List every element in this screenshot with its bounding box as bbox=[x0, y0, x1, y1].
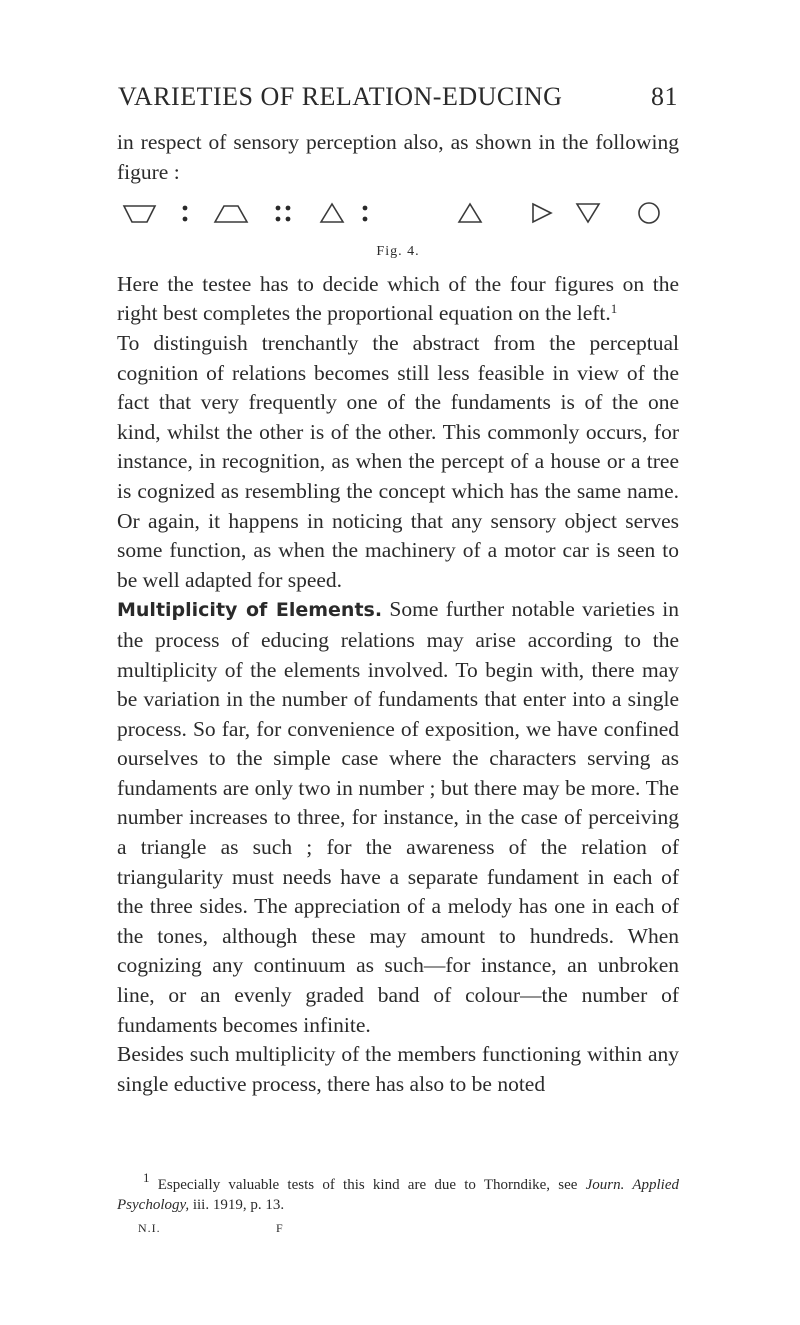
fig-term-2-trapezoid bbox=[215, 206, 247, 222]
paragraph-3-text: Some further notable varieties in the process of educing relations may arise according to the multiplicity of the elements involved. To begin with, there may be variation in the number of fundaments that enter into a single process. So far, for convenience of exposition, we have confined ourselves to the simple case where the characters serving as fundaments are only two in number ; but there may be more. The number increases to three, for instance, in the case of perceiving a triangle as such ; for the awareness of the relation of triangularity must needs have a separate fundament in each of the three sides. The appreciation of a melody has one in each of the tones, although these may amount to hundreds. When cognizing any continuum as such—for instance, an unbroken line, or an evenly graded band of colour—the number of fundaments becomes infinite. bbox=[117, 597, 679, 1037]
proportion-dot bbox=[286, 217, 291, 222]
fig-option-4-circle bbox=[639, 203, 659, 223]
section-heading: Multiplicity of Elements. bbox=[117, 599, 383, 622]
fig-term-1-trapezoid-inverted bbox=[124, 206, 155, 222]
fig-term-3-triangle bbox=[321, 204, 343, 222]
paragraph-1 bbox=[117, 270, 679, 329]
footnote-citation: iii. 1919, p. 13. bbox=[192, 1197, 285, 1213]
proportion-dot bbox=[286, 206, 291, 211]
ratio-colon-dot bbox=[363, 206, 368, 211]
ratio-colon-dot bbox=[363, 217, 368, 222]
footnote-text: Especially valuable tests of this kind are due to Thorndike, see bbox=[157, 1177, 578, 1193]
figure-4-drawing bbox=[117, 191, 679, 241]
running-head-title: VARIETIES OF RELATION-EDUCING bbox=[118, 82, 563, 111]
footnote bbox=[117, 1170, 679, 1215]
proportion-dot bbox=[276, 206, 281, 211]
paragraph-1-text: Here the testee has to decide which of the four figures on the right best completes the proportional equation on the left. bbox=[117, 271, 679, 326]
fig-option-2-triangle-right bbox=[533, 204, 551, 222]
signature-mark: N.I. bbox=[138, 1221, 161, 1235]
footnote-reference: 1 bbox=[610, 301, 618, 317]
footnote-journal: Journ. Applied Psychology, bbox=[117, 1177, 679, 1213]
paragraph-2: To distinguish trenchantly the abstract from the perceptual cognition of relations becomes still less feasible in view of the fact that very frequently one of the fundaments is of the one kind, whilst the other is of the other. This commonly occurs, for instance, in recognition, as when the percept of a house or a tree is cognized as resembling the concept which has the same name. Or again, it happens in noticing that any sensory object serves some function, as when the machinery of a motor car is seen to be well adapted for speed. bbox=[117, 330, 679, 592]
intro-paragraph: in respect of sensory perception also, as shown in the following figure : bbox=[117, 130, 679, 184]
fig-option-3-triangle-down bbox=[577, 204, 599, 222]
paragraph-4: Besides such multiplicity of the members functioning within any single eductive process, there has also to be noted bbox=[117, 1042, 679, 1096]
footnote-marker: 1 bbox=[143, 1170, 150, 1185]
ratio-colon-dot bbox=[183, 217, 188, 222]
proportion-dot bbox=[276, 217, 281, 222]
body-text bbox=[117, 128, 679, 1099]
paragraph-3 bbox=[117, 595, 679, 1040]
page-number: 81 bbox=[651, 82, 678, 111]
signature-letter: F bbox=[276, 1221, 284, 1235]
figure-caption: Fig. 4. bbox=[376, 244, 420, 260]
fig-option-1-triangle-up bbox=[459, 204, 481, 222]
ratio-colon-dot bbox=[183, 206, 188, 211]
footnote-paragraph bbox=[117, 1170, 679, 1215]
figure-4 bbox=[117, 191, 679, 241]
